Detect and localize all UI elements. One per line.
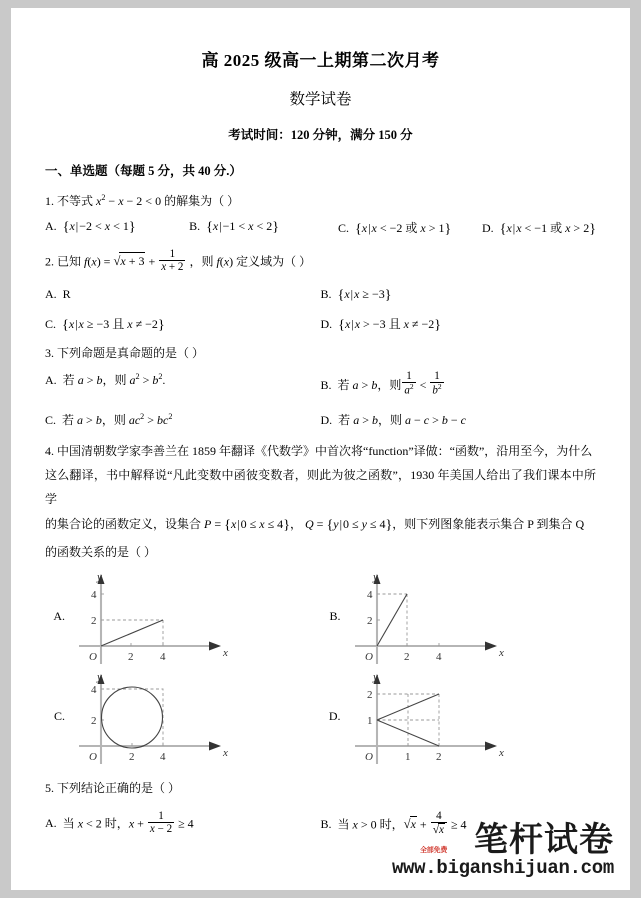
- question-4-paragraph-line-2: 这么翻译，书中解释说“凡此变数中函彼变数者，则此为彼之函数”，1930 年美国人给出了我们课本中所学: [45, 468, 596, 507]
- option-c[interactable]: C. {x|x ≥ −3 且 x ≠ −2}: [45, 316, 165, 333]
- question-4-graphs-row-1: [45, 568, 596, 672]
- graph-option-b[interactable]: [321, 568, 597, 672]
- option-a[interactable]: A. R: [45, 286, 71, 301]
- svg-text:x: x: [223, 646, 228, 659]
- watermark: [392, 823, 614, 878]
- question-3-stem: [45, 345, 596, 362]
- set-p: P = {x|0 ≤ x ≤ 4}: [204, 517, 290, 534]
- svg-text:2: 2: [366, 614, 372, 627]
- question-2-options-row-2: [45, 315, 596, 334]
- graph-option-a[interactable]: [45, 568, 321, 672]
- svg-text:2: 2: [129, 750, 135, 763]
- option-b[interactable]: B. 当 x > 0 时，√x + $\frac{4}{√x}$ ≥ 4: [320, 809, 467, 837]
- svg-text:4: 4: [91, 588, 97, 601]
- svg-text:O: O: [364, 750, 373, 763]
- question-4-text-1: 中国清朝数学家李善兰在 1859 年翻译《代数学》中首次将“function”译做：“函数”，沿用至今，为什么: [57, 444, 593, 459]
- question-5-number: 5.: [45, 780, 54, 795]
- svg-text:2: 2: [435, 750, 441, 763]
- svg-text:2: 2: [91, 614, 97, 627]
- set-q: Q = {y|0 ≤ y ≤ 4}: [305, 517, 393, 534]
- question-3-stem-text: 下列命题是真命题的是（ ）: [57, 345, 205, 360]
- graph-option-c[interactable]: [45, 668, 321, 772]
- question-2-stem: 2. 已知 f(x) = √x + 3 + $\frac{1}{x + 2}$ ，则 f(x) 定义域为（ ）: [45, 247, 312, 274]
- question-2-number: 2.: [45, 254, 54, 269]
- graph-option-a-label: A.: [53, 609, 65, 624]
- svg-text:2: 2: [128, 650, 134, 663]
- question-4-text-3-pre: 的集合论的函数定义，设集合: [45, 517, 202, 532]
- exam-content: [45, 161, 596, 837]
- option-b[interactable]: B. 若 a > b，则 $\frac{1}{a^2}$ < $\frac{1}{b^2}$: [320, 369, 442, 397]
- svg-text:y: y: [372, 670, 378, 683]
- svg-text:x: x: [223, 746, 228, 759]
- svg-text:2: 2: [91, 714, 97, 727]
- option-c[interactable]: C. {x|x < −2 或 x > 1}: [337, 220, 452, 237]
- graph-option-b-label: B.: [329, 609, 341, 624]
- svg-text:4: 4: [435, 650, 441, 663]
- option-a[interactable]: A. 当 x < 2 时，x + $\frac{1}{x - 2}$ ≥ 4: [45, 809, 194, 836]
- question-2-options-row-1: [45, 287, 596, 304]
- svg-text:x: x: [498, 746, 504, 759]
- graph-d-figure: [347, 668, 537, 772]
- section-heading: 一、单选题（每题 5 分，共 40 分.）: [45, 164, 242, 178]
- svg-text:y: y: [97, 570, 102, 583]
- question-4-text-3-post: ，则下列图象能表示集合 P 到集合 Q: [392, 517, 585, 532]
- svg-text:y: y: [372, 570, 378, 583]
- svg-text:O: O: [89, 750, 97, 763]
- question-1-stem: 1. 不等式 $x^2 - x - 2 < 0$ 的解集为（ ）: [45, 193, 240, 208]
- question-1-options: [45, 219, 596, 238]
- svg-text:O: O: [89, 650, 97, 663]
- question-4-text-3-mid: ，: [289, 517, 302, 532]
- question-3-options-row-1: [45, 371, 596, 398]
- option-d[interactable]: D. {x|x < −1 或 x > 2}: [482, 220, 596, 237]
- page-subtitle: 数学试卷: [289, 91, 352, 108]
- svg-text:4: 4: [160, 750, 166, 763]
- graph-b-figure: [347, 568, 537, 672]
- graph-option-c-label: C.: [53, 709, 65, 724]
- graph-c-figure: [71, 668, 261, 772]
- svg-text:1: 1: [404, 750, 410, 763]
- svg-text:2: 2: [366, 688, 372, 701]
- svg-text:O: O: [364, 650, 373, 663]
- question-3-options-row-2: [45, 411, 596, 428]
- option-a[interactable]: A. {x|−2 < x < 1}: [45, 219, 136, 236]
- svg-text:4: 4: [366, 588, 372, 601]
- option-a[interactable]: A. 若 a > b，则 $a^2 > b^2$.: [45, 371, 166, 387]
- svg-text:4: 4: [91, 683, 97, 696]
- svg-text:y: y: [97, 670, 102, 683]
- question-2-stem-pre: 已知: [57, 254, 82, 269]
- svg-text:x: x: [498, 646, 504, 659]
- question-4-paragraph-line-3: [45, 511, 596, 539]
- question-2-stem-post: 定义域为（ ）: [236, 254, 312, 269]
- question-4-paragraph-line-1: [45, 439, 596, 463]
- exam-info: 考试时间：120 分钟，满分 150 分: [228, 128, 413, 142]
- watermark-url: www.biganshijuan.com: [391, 857, 614, 879]
- watermark-free-badge: 全部免费: [419, 847, 448, 854]
- question-1-stem-post: 的解集为（ ）: [164, 194, 240, 208]
- question-5-stem: [45, 780, 596, 797]
- svg-text:4: 4: [160, 650, 166, 663]
- question-2-stem-mid: ，则: [189, 254, 214, 269]
- page-title: 高 2025 级高一上期第二次月考: [201, 51, 440, 70]
- question-4-graphs-row-2: [45, 668, 596, 772]
- question-5-stem-text: 下列结论正确的是（ ）: [57, 780, 181, 795]
- watermark-brand: 笔杆试卷: [474, 821, 614, 859]
- graph-a-figure: [71, 568, 261, 672]
- option-b[interactable]: B. {x|−1 < x < 2}: [189, 219, 280, 236]
- question-1-number: 1.: [45, 194, 54, 208]
- question-4-number: 4.: [45, 444, 54, 459]
- exam-page: [11, 8, 630, 890]
- option-b[interactable]: B. {x|x ≥ −3}: [320, 286, 392, 303]
- question-4-paragraph-line-4: 的函数关系的是（ ）: [45, 544, 157, 559]
- graph-option-d[interactable]: [321, 668, 597, 772]
- svg-text:1: 1: [366, 714, 372, 727]
- option-d[interactable]: D. {x|x > −3 且 x ≠ −2}: [320, 316, 442, 333]
- question-3-number: 3.: [45, 345, 54, 360]
- question-1-stem-pre: 不等式: [57, 194, 94, 208]
- option-d[interactable]: D. 若 a > b，则 a − c > b − c: [320, 413, 466, 428]
- graph-option-d-label: D.: [328, 709, 341, 724]
- option-c[interactable]: C. 若 a > b，则 $ac^2 > bc^2$: [45, 412, 173, 428]
- svg-text:2: 2: [403, 650, 409, 663]
